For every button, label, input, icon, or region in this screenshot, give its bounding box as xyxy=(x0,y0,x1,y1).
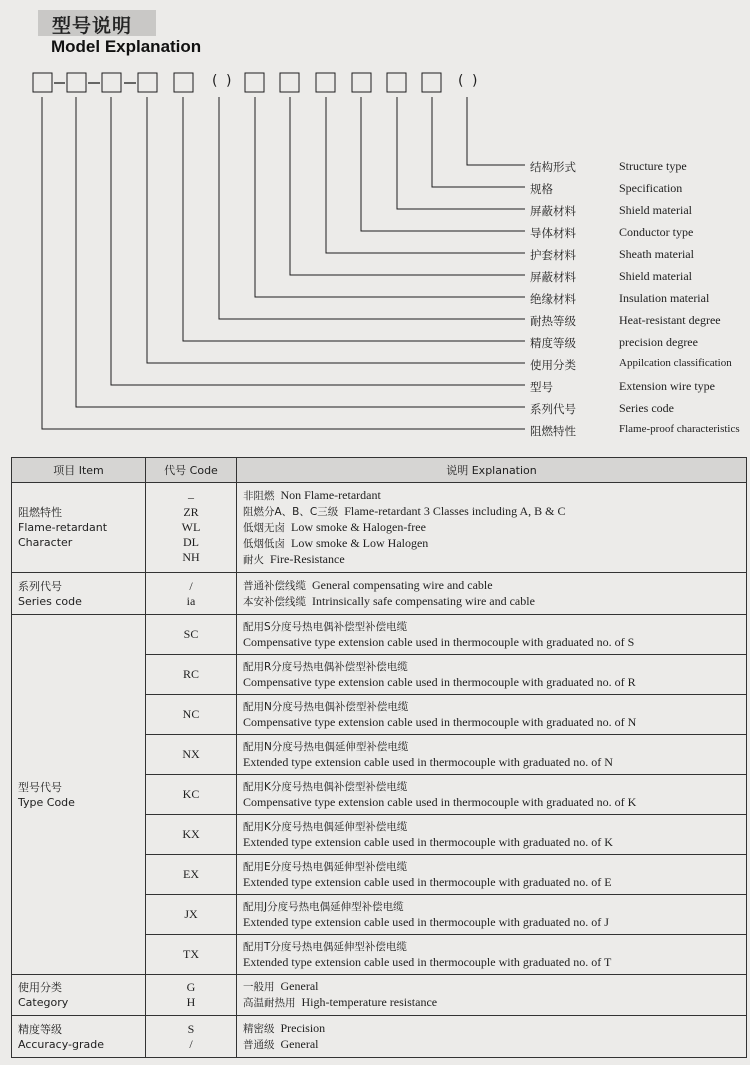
label-cn-extension-wire-type: 型号 xyxy=(530,380,553,394)
paren-close-2: ) xyxy=(472,73,478,89)
code-box-6 xyxy=(245,73,264,92)
code-value: / xyxy=(189,578,193,593)
page-title-cn: 型号说明 xyxy=(52,15,133,37)
expl-cn: 配用T分度号热电偶延伸型补偿电缆 xyxy=(243,940,407,953)
label-en-shield-material-2: Shield material xyxy=(619,269,692,283)
item-flame-cn: 阻燃特性 xyxy=(18,506,62,519)
code-box-11 xyxy=(422,73,441,92)
label-cn-shield-material-2: 屏蔽材料 xyxy=(530,270,576,284)
label-en-extension-wire-type: Extension wire type xyxy=(619,379,715,393)
paren-open-1: ( xyxy=(212,73,218,89)
expl-en: Fire-Resistance xyxy=(270,551,345,566)
expl-cn: 配用S分度号热电偶补偿型补偿电缆 xyxy=(243,620,408,633)
table-row-flame-retardant xyxy=(12,483,747,573)
item-series-code xyxy=(12,573,146,615)
expl-en: General xyxy=(280,979,319,993)
label-cn-shield-material-1: 屏蔽材料 xyxy=(530,204,576,218)
expl-cn: 配用K分度号热电偶延伸型补偿电缆 xyxy=(243,820,408,833)
explanation-type xyxy=(237,815,747,855)
label-cn-structure-type: 结构形式 xyxy=(530,160,576,174)
expl-en: Low smoke & Low Halogen xyxy=(291,535,429,550)
expl-cn: 配用N分度号热电偶补偿型补偿电缆 xyxy=(243,700,409,713)
header-item: 项目 Item xyxy=(12,458,146,483)
label-cn-flame-proof: 阻燃特性 xyxy=(530,424,576,438)
table-row-series-code xyxy=(12,573,747,615)
code-box-9 xyxy=(352,73,371,92)
page-title-en: Model Explanation xyxy=(51,37,202,56)
leader-insulation-material xyxy=(255,97,525,297)
expl-en: Compensative type extension cable used in thermocouple with graduated no. of S xyxy=(243,634,635,649)
table-row-accuracy-grade xyxy=(12,1016,747,1058)
label-en-insulation-material: Insulation material xyxy=(619,291,710,305)
leader-shield-material-2 xyxy=(290,97,525,275)
label-en-application-classification: Appilcation classification xyxy=(619,357,732,369)
expl-en: Intrinsically safe compensating wire and cable xyxy=(312,593,535,608)
explanation-type xyxy=(237,695,747,735)
explanation-type xyxy=(237,735,747,775)
code-value: ZR xyxy=(183,505,199,519)
explanation-type xyxy=(237,775,747,815)
code-value: – xyxy=(188,490,194,504)
leader-sheath-material xyxy=(326,97,525,253)
paren-close-1: ) xyxy=(226,73,232,89)
code-flame-retardant xyxy=(146,483,237,573)
item-accuracy-cn: 精度等级 xyxy=(18,1022,62,1036)
leader-heat-resistant-degree xyxy=(219,97,525,319)
item-accuracy-en: Accuracy-grade xyxy=(18,1037,104,1051)
expl-en: Flame-retardant 3 Classes including A, B & C xyxy=(344,503,566,518)
label-cn-conductor-type: 导体材料 xyxy=(530,226,576,240)
code-value: WL xyxy=(181,520,201,534)
code-box-3 xyxy=(102,73,121,92)
code-value: DL xyxy=(183,535,199,549)
code-box-2 xyxy=(67,73,86,92)
leader-flame-proof xyxy=(42,97,525,429)
code-box-1 xyxy=(33,73,52,92)
label-cn-insulation-material: 绝缘材料 xyxy=(530,292,576,306)
expl-cn: 精密级 xyxy=(243,1022,275,1035)
expl-cn: 配用R分度号热电偶补偿型补偿电缆 xyxy=(243,660,408,673)
code-type: SC xyxy=(146,615,237,655)
code-box-4 xyxy=(138,73,157,92)
expl-cn: 非阻燃 xyxy=(243,489,275,502)
leader-precision-degree xyxy=(183,97,525,341)
item-flame-en-1: Flame-retardant xyxy=(18,521,108,534)
code-box-7 xyxy=(280,73,299,92)
leader-application-classification xyxy=(147,97,525,363)
expl-cn: 配用E分度号热电偶延伸型补偿电缆 xyxy=(243,860,408,873)
explanation-category xyxy=(237,975,747,1016)
leader-specification xyxy=(432,97,525,187)
code-value: ia xyxy=(186,593,196,608)
code-value: H xyxy=(186,995,196,1009)
leader-extension-wire-type xyxy=(111,97,525,385)
label-en-specification: Specification xyxy=(619,181,683,195)
code-type: EX xyxy=(146,855,237,895)
expl-en: Low smoke & Halogen-free xyxy=(291,519,426,534)
code-type: JX xyxy=(146,895,237,935)
expl-cn: 普通补偿线缆 xyxy=(243,579,306,592)
label-en-precision-degree: precision degree xyxy=(619,335,698,349)
explanation-type xyxy=(237,855,747,895)
explanation-flame-retardant xyxy=(237,483,747,573)
expl-cn: 低烟无卤 xyxy=(243,521,285,534)
code-category xyxy=(146,975,237,1016)
explanation-type xyxy=(237,655,747,695)
table-header-row xyxy=(12,458,747,483)
item-type-cn: 型号代号 xyxy=(18,780,62,794)
table-row-type-code xyxy=(12,615,747,655)
expl-en: General xyxy=(280,1036,319,1051)
item-flame-retardant xyxy=(12,483,146,573)
code-box-8 xyxy=(316,73,335,92)
label-cn-sheath-material: 护套材料 xyxy=(530,248,576,262)
label-cn-application-classification: 使用分类 xyxy=(530,358,576,372)
header-explanation: 说明 Explanation xyxy=(237,458,747,483)
expl-en: Extended type extension cable used in thermocouple with graduated no. of T xyxy=(243,954,612,969)
explanation-type xyxy=(237,895,747,935)
code-type: TX xyxy=(146,935,237,975)
expl-en: Extended type extension cable used in thermocouple with graduated no. of J xyxy=(243,914,609,929)
item-type-en: Type Code xyxy=(18,795,75,809)
label-cn-series-code: 系列代号 xyxy=(530,402,576,416)
code-accuracy xyxy=(146,1016,237,1058)
leader-conductor-type xyxy=(361,97,525,231)
explanation-series xyxy=(237,573,747,615)
expl-en: General compensating wire and cable xyxy=(312,577,493,592)
expl-en: Compensative type extension cable used in thermocouple with graduated no. of K xyxy=(243,794,637,809)
label-en-heat-resistant-degree: Heat-resistant degree xyxy=(619,313,721,327)
code-type: NX xyxy=(146,735,237,775)
expl-cn: 配用N分度号热电偶延伸型补偿电缆 xyxy=(243,740,409,753)
code-type: RC xyxy=(146,655,237,695)
expl-en: Compensative type extension cable used in thermocouple with graduated no. of R xyxy=(243,674,636,689)
expl-en: Precision xyxy=(280,1020,326,1035)
expl-cn: 高温耐热用 xyxy=(243,997,296,1009)
expl-cn: 本安补偿线缆 xyxy=(243,595,306,608)
code-series xyxy=(146,573,237,615)
label-cn-heat-resistant-degree: 耐热等级 xyxy=(530,314,576,328)
model-code-table xyxy=(11,457,747,1058)
code-value: NH xyxy=(182,550,200,564)
expl-en: Compensative type extension cable used in thermocouple with graduated no. of N xyxy=(243,714,637,729)
label-cn-precision-degree: 精度等级 xyxy=(530,336,576,350)
label-en-conductor-type: Conductor type xyxy=(619,225,694,239)
code-value: S xyxy=(187,1021,195,1036)
label-en-shield-material-1: Shield material xyxy=(619,203,692,217)
item-category-cn: 使用分类 xyxy=(18,981,62,994)
label-en-series-code: Series code xyxy=(619,401,674,415)
leader-structure-type xyxy=(467,97,525,165)
expl-cn: 低烟低卤 xyxy=(243,537,285,550)
item-category-en: Category xyxy=(18,996,69,1009)
item-series-en: Series code xyxy=(18,594,82,608)
explanation-type xyxy=(237,935,747,975)
item-series-cn: 系列代号 xyxy=(18,579,62,593)
item-type-code xyxy=(12,615,146,975)
table-row-category xyxy=(12,975,747,1016)
label-cn-specification: 规格 xyxy=(530,182,553,196)
explanation-accuracy xyxy=(237,1016,747,1058)
expl-en: Extended type extension cable used in thermocouple with graduated no. of K xyxy=(243,834,613,849)
expl-cn: 阻燃分A、B、C三级 xyxy=(243,505,339,518)
code-value: G xyxy=(186,980,196,994)
expl-en: High-temperature resistance xyxy=(301,995,438,1009)
item-category xyxy=(12,975,146,1016)
expl-en: Extended type extension cable used in thermocouple with graduated no. of N xyxy=(243,754,613,769)
expl-cn: 配用K分度号热电偶补偿型补偿电缆 xyxy=(243,780,408,793)
code-type: NC xyxy=(146,695,237,735)
explanation-type xyxy=(237,615,747,655)
expl-en: Extended type extension cable used in thermocouple with graduated no. of E xyxy=(243,874,612,889)
expl-cn: 普通级 xyxy=(243,1038,275,1051)
expl-cn: 一般用 xyxy=(243,981,275,993)
item-accuracy-grade xyxy=(12,1016,146,1058)
paren-open-2: ( xyxy=(458,73,464,89)
leader-series-code xyxy=(76,97,525,407)
code-type: KC xyxy=(146,775,237,815)
code-value: / xyxy=(189,1036,193,1051)
header-code: 代号 Code xyxy=(146,458,237,483)
leader-shield-material-1 xyxy=(397,97,525,209)
label-en-flame-proof: Flame-proof characteristics xyxy=(619,423,740,435)
code-type: KX xyxy=(146,815,237,855)
expl-en: Non Flame-retardant xyxy=(280,487,381,502)
item-flame-en-2: Character xyxy=(18,536,73,549)
expl-cn: 耐火 xyxy=(243,553,264,566)
code-box-10 xyxy=(387,73,406,92)
label-en-structure-type: Structure type xyxy=(619,159,687,173)
code-box-5 xyxy=(174,73,193,92)
expl-cn: 配用J分度号热电偶延伸型补偿电缆 xyxy=(243,900,404,913)
label-en-sheath-material: Sheath material xyxy=(619,247,694,261)
